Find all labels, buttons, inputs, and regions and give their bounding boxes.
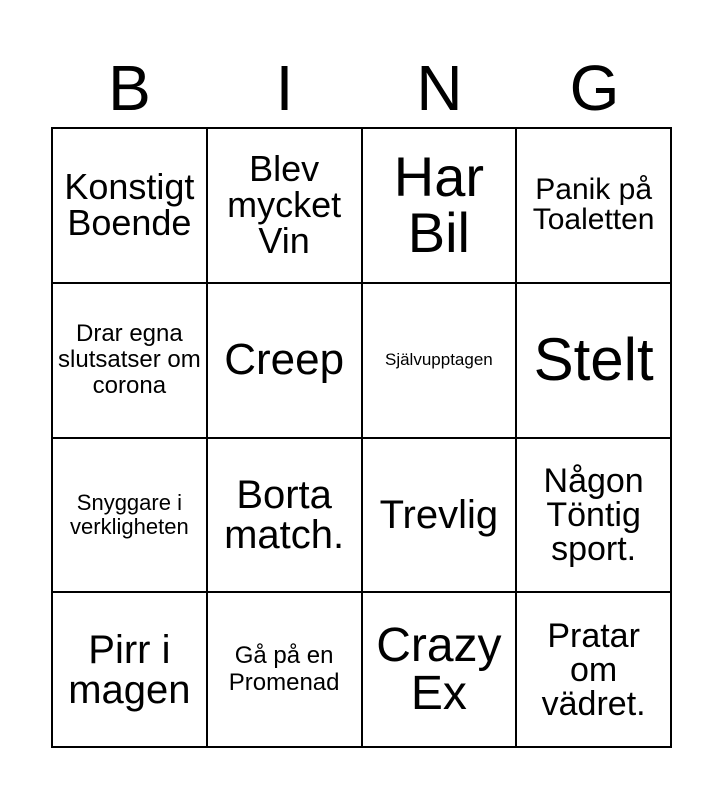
- bingo-cell[interactable]: Självupptagen: [362, 283, 517, 438]
- bingo-cell[interactable]: Någon Töntig sport.: [516, 438, 671, 593]
- bingo-cell[interactable]: Blev mycket Vin: [207, 128, 362, 283]
- bingo-cell[interactable]: Snyggare i verkligheten: [52, 438, 207, 593]
- bingo-cell[interactable]: Stelt: [516, 283, 671, 438]
- header-letter-b: B: [108, 52, 151, 124]
- bingo-cell[interactable]: Panik på Toaletten: [516, 128, 671, 283]
- bingo-cell[interactable]: Gå på en Promenad: [207, 592, 362, 747]
- header-letter-i: I: [275, 52, 294, 124]
- bingo-cell[interactable]: Konstigt Boende: [52, 128, 207, 283]
- bingo-card-grid: [51, 127, 672, 748]
- bingo-cell[interactable]: Trevlig: [362, 438, 517, 593]
- bingo-cell[interactable]: Pirr i magen: [52, 592, 207, 747]
- bingo-cell[interactable]: Pratar om vädret.: [516, 592, 671, 747]
- header-letter-g: G: [569, 52, 620, 124]
- bingo-header: [52, 48, 672, 128]
- bingo-cell[interactable]: Borta match.: [207, 438, 362, 593]
- bingo-cell[interactable]: Drar egna slutsatser om corona: [52, 283, 207, 438]
- bingo-cell[interactable]: Crazy Ex: [362, 592, 517, 747]
- header-letter-n: N: [416, 52, 463, 124]
- bingo-cell[interactable]: Har Bil: [362, 128, 517, 283]
- bingo-cell[interactable]: Creep: [207, 283, 362, 438]
